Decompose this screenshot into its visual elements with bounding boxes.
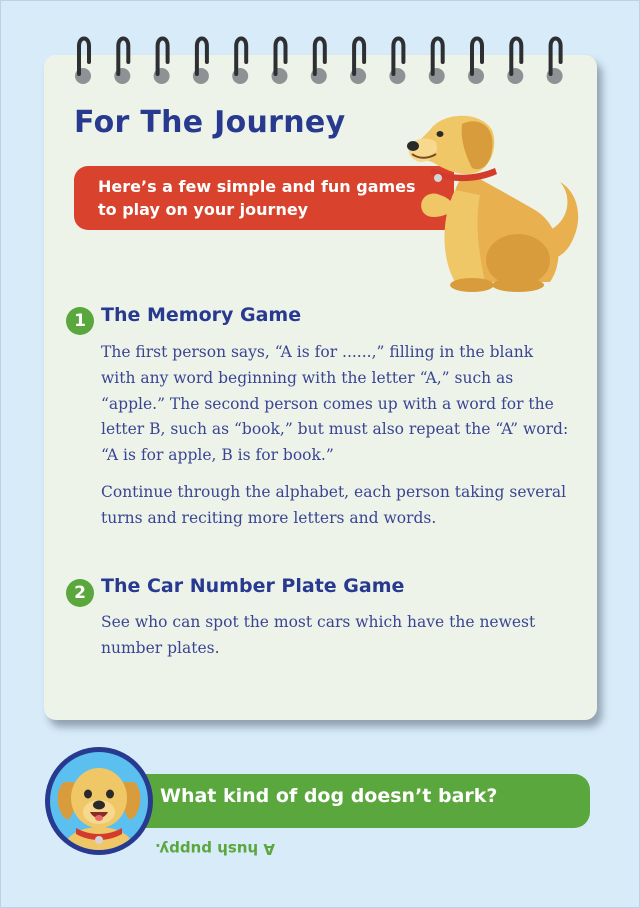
- game-1-paragraph-2: [101, 480, 567, 532]
- game-1-p1-line-4: letter B, such as “book,” but must also repeat the “A” word:: [101, 420, 569, 439]
- game-1-title: The Memory Game: [101, 304, 302, 326]
- binding-ring: [75, 39, 91, 85]
- game-1-p1-line-1: The first person says, “A is for ......,” filling in the blank: [101, 343, 534, 361]
- game-2-title: The Car Number Plate Game: [101, 575, 405, 597]
- game-2-paragraph-1: [101, 610, 551, 662]
- game-1-p1-line-5: “A is for apple, B is for book.”: [101, 446, 334, 465]
- game-2-p1-line-2: number plates.: [101, 638, 220, 657]
- dog-avatar: [45, 747, 153, 855]
- game-1-p2-line-1: Continue through the alphabet, each person taking several: [101, 483, 567, 501]
- banner-line-2: to play on your journey: [98, 200, 309, 219]
- banner-line-1: Here’s a few simple and fun games: [98, 177, 416, 196]
- spiral-binding: [0, 0, 640, 100]
- joke-answer-upside-down: A hush puppy.: [154, 840, 275, 858]
- binding-ring: [429, 39, 445, 85]
- page-title: For The Journey: [74, 105, 346, 140]
- binding-ring: [389, 39, 405, 85]
- intro-banner: [74, 166, 454, 230]
- game-1-paragraph-1: [101, 340, 569, 469]
- binding-ring: [468, 39, 484, 85]
- binding-ring: [232, 39, 248, 85]
- binding-ring: [272, 39, 288, 85]
- game-2-number: 2: [66, 579, 94, 607]
- binding-ring: [547, 39, 563, 85]
- game-1-p1-line-3: “apple.” The second person comes up with a word for the: [101, 394, 554, 413]
- binding-ring: [350, 39, 366, 85]
- game-1-p2-line-2: turns and reciting more letters and words.: [101, 508, 437, 527]
- game-1-p1-line-2: with any word beginning with the letter “A,” such as: [101, 368, 514, 387]
- binding-ring: [114, 39, 130, 85]
- binding-ring: [193, 39, 209, 85]
- game-2-p1-line-1: See who can spot the most cars which have the newest: [101, 613, 536, 631]
- puppy-face-icon: [50, 752, 148, 850]
- binding-ring: [311, 39, 327, 85]
- joke-question: What kind of dog doesn’t bark?: [160, 785, 498, 807]
- binding-ring: [154, 39, 170, 85]
- binding-ring: [507, 39, 523, 85]
- game-1-number: 1: [66, 307, 94, 335]
- sitting-dog-illustration: [400, 110, 590, 295]
